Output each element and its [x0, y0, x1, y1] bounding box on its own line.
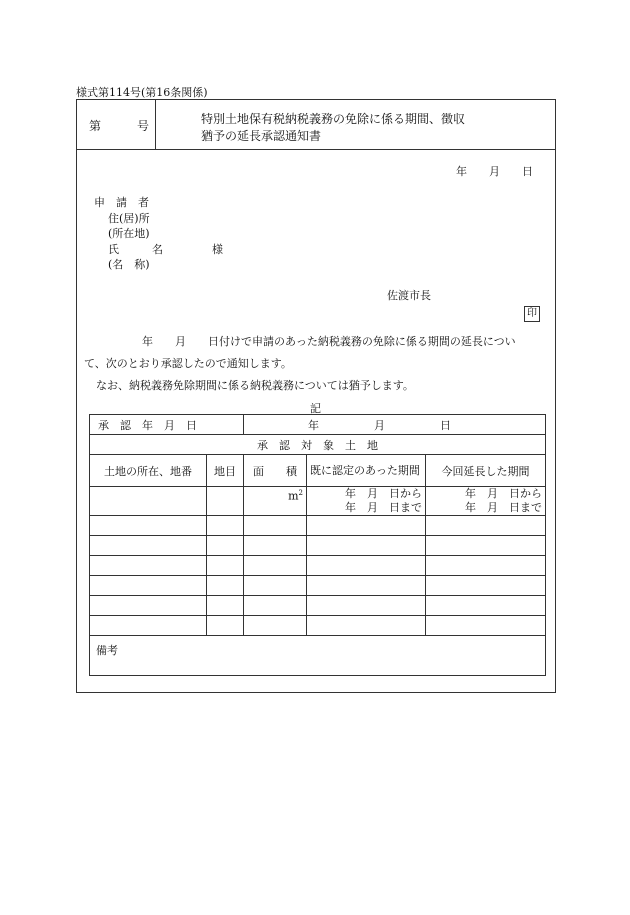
existing-period-cell [307, 516, 426, 536]
target-land-row [90, 435, 546, 455]
area-cell [244, 576, 307, 596]
area-cell [244, 556, 307, 576]
location-cell [90, 556, 207, 576]
category-cell [207, 536, 244, 556]
location-cell [90, 576, 207, 596]
applicant-heading: 申 請 者 [94, 196, 149, 209]
category-cell [207, 487, 244, 516]
issuer-name: 佐渡市長 [387, 289, 431, 302]
form-number-label: 様式第114号(第16条関係) [76, 86, 208, 99]
approval-date-row [90, 415, 546, 435]
approval-table [89, 414, 546, 676]
honorific-sama: 様 [212, 243, 223, 256]
category-cell [207, 616, 244, 636]
location-cell [90, 487, 207, 516]
notice-body-line2: て、次のとおり承認したので通知します。 [84, 357, 292, 370]
issue-date: 年 月 日 [456, 165, 533, 178]
extended-period-cell [426, 616, 546, 636]
document-number-label: 第 号 [89, 119, 150, 133]
category-cell [207, 576, 244, 596]
table-row [90, 487, 546, 516]
seal-box: 印 [524, 306, 540, 322]
location-cell [90, 596, 207, 616]
applicant-address-label: 住(居)所 [108, 212, 150, 225]
existing-period-cell [307, 487, 426, 516]
existing-period-cell [307, 616, 426, 636]
extended-period-cell [426, 487, 546, 516]
category-cell [207, 516, 244, 536]
applicant-title-label: (名 称) [108, 258, 150, 271]
extended-period-cell [426, 516, 546, 536]
notice-body-line3: なお、納税義務免除期間に係る納税義務については猶予します。 [96, 379, 414, 392]
applicant-location-label: (所在地) [108, 227, 150, 240]
period-from-text: 年 月 日から [345, 487, 422, 500]
column-header-row [90, 455, 546, 487]
header-divider [155, 100, 156, 149]
location-header: 土地の所在、地番 [90, 455, 207, 487]
area-cell [244, 487, 307, 516]
table-row [90, 516, 546, 536]
existing-period-cell [307, 536, 426, 556]
extended-period-cell [426, 576, 546, 596]
document-title-line1: 特別土地保有税納税義務の免除に係る期間、徴収 [201, 112, 466, 126]
area-cell [244, 536, 307, 556]
existing-period-header: 既に認定のあった期間 [307, 455, 426, 487]
period-until-text: 年 月 日まで [345, 501, 422, 514]
remarks-row [90, 636, 546, 676]
remarks-cell [90, 636, 546, 676]
period-until-text: 年 月 日まで [465, 501, 543, 514]
area-unit-superscript: 2 [298, 489, 303, 497]
header-bottom-line [77, 149, 555, 150]
area-header: 面 積 [244, 455, 307, 487]
location-cell [90, 536, 207, 556]
extended-period-cell [426, 536, 546, 556]
table-row [90, 556, 546, 576]
area-cell [244, 596, 307, 616]
table-row [90, 616, 546, 636]
existing-period-cell [307, 576, 426, 596]
approval-date-value: 年 月 日 [244, 415, 546, 435]
table-row [90, 536, 546, 556]
category-cell [207, 556, 244, 576]
category-header: 地目 [207, 455, 244, 487]
existing-period-cell [307, 596, 426, 616]
table-row [90, 576, 546, 596]
approval-date-label: 承 認 年 月 日 [90, 415, 244, 435]
area-cell [244, 516, 307, 536]
extended-period-cell [426, 596, 546, 616]
extended-period-cell [426, 556, 546, 576]
existing-period-cell [307, 556, 426, 576]
location-cell [90, 616, 207, 636]
area-unit: m [288, 489, 299, 503]
remarks-label: 備考 [96, 644, 118, 657]
table-row [90, 596, 546, 616]
document-title-line2: 猶予の延長承認通知書 [201, 129, 322, 143]
applicant-name-label: 氏 名 [108, 243, 163, 256]
target-land-heading: 承 認 対 象 土 地 [90, 435, 546, 455]
location-cell [90, 516, 207, 536]
ki-heading: 記 [310, 402, 321, 415]
period-from-text: 年 月 日から [465, 487, 543, 500]
area-cell [244, 616, 307, 636]
extended-period-header: 今回延長した期間 [426, 455, 546, 487]
notice-body-line1: 年 月 日付けで申請のあった納税義務の免除に係る期間の延長につい [142, 335, 516, 348]
category-cell [207, 596, 244, 616]
